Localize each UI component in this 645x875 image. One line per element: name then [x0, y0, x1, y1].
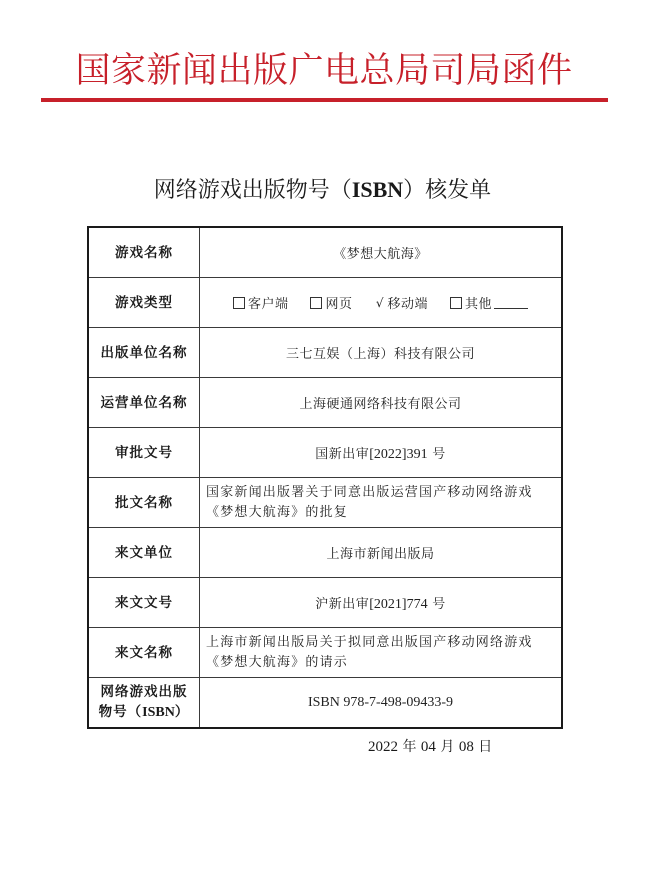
letterhead-title: 国家新闻出版广电总局司局函件 [75, 51, 573, 91]
approval-number-code: [2022]391 [369, 446, 428, 462]
label-game-name: 游戏名称 [88, 227, 200, 278]
option-other-label: 其他 [465, 297, 493, 312]
label-operator: 运营单位名称 [88, 378, 200, 428]
submission-number-code: [2021]774 [369, 596, 428, 612]
option-mobile [375, 293, 429, 312]
label-game-type: 游戏类型 [88, 278, 200, 328]
approval-number-suffix: 号 [427, 446, 446, 462]
date-year: 2022 [368, 739, 398, 755]
option-client-label: 客户端 [247, 297, 289, 312]
value-game-type [200, 278, 563, 328]
value-submission-title: 上海市新闻出版局关于拟同意出版国产移动网络游戏《梦想大航海》的请示 [200, 628, 563, 678]
document-title [0, 174, 645, 207]
letterhead-red-rule [41, 98, 608, 102]
date-month: 04 [420, 739, 436, 755]
table-row-approval-number [88, 428, 562, 478]
value-operator: 上海硬通网络科技有限公司 [200, 378, 563, 428]
date-month-unit: 月 [435, 739, 459, 755]
document-title-suffix: ）核发单 [403, 178, 492, 203]
other-blank-line [494, 296, 528, 309]
table-row-operator [88, 378, 562, 428]
label-isbn-line1: 网络游戏出版 [100, 684, 188, 700]
checkmark-icon: √ [375, 295, 385, 310]
table-row-isbn [88, 678, 562, 729]
label-approval-number: 审批文号 [88, 428, 200, 478]
label-isbn [88, 678, 200, 729]
label-isbn-line2-isbn: ISBN [142, 705, 175, 720]
value-submitting-unit: 上海市新闻出版局 [200, 528, 563, 578]
table-row-submission-number [88, 578, 562, 628]
submission-number-suffix: 号 [427, 596, 446, 612]
document-title-isbn: ISBN [351, 177, 404, 202]
option-web-label: 网页 [325, 297, 353, 312]
date-day-unit: 日 [473, 739, 493, 755]
label-isbn-line2 [89, 702, 199, 723]
date-year-unit: 年 [398, 739, 421, 755]
checkbox-unchecked-icon [310, 297, 322, 309]
label-isbn-line2-prefix: 物号（ [98, 704, 143, 720]
value-submission-number [200, 578, 563, 628]
option-web [310, 293, 352, 312]
label-submission-title: 来文名称 [88, 628, 200, 678]
checkbox-unchecked-icon [233, 297, 245, 309]
value-publisher: 三七互娱（上海）科技有限公司 [200, 328, 563, 378]
game-type-options [200, 293, 561, 312]
submission-number-prefix: 沪新出审 [315, 596, 370, 612]
date-day: 08 [458, 739, 474, 755]
table-row-approval-title [88, 478, 562, 528]
value-approval-number [200, 428, 563, 478]
value-game-name: 《梦想大航海》 [200, 227, 563, 278]
checkbox-unchecked-icon [450, 297, 462, 309]
isbn-number: ISBN 978-7-498-09433-9 [307, 694, 454, 710]
option-client [233, 293, 289, 312]
table-row-game-name [88, 227, 562, 278]
label-isbn-line2-suffix: ） [174, 704, 190, 720]
option-mobile-label: 移动端 [387, 297, 429, 312]
label-publisher: 出版单位名称 [88, 328, 200, 378]
label-submission-number: 来文文号 [88, 578, 200, 628]
issue-date [368, 737, 498, 757]
value-isbn [200, 678, 563, 729]
value-approval-title: 国家新闻出版署关于同意出版运营国产移动网络游戏《梦想大航海》的批复 [200, 478, 563, 528]
label-approval-title: 批文名称 [88, 478, 200, 528]
isbn-approval-form-table [87, 226, 563, 729]
label-submitting-unit: 来文单位 [88, 528, 200, 578]
option-other [450, 293, 528, 312]
table-row-game-type [88, 278, 562, 328]
approval-number-prefix: 国新出审 [315, 446, 370, 462]
document-title-prefix: 网络游戏出版物号（ [153, 178, 352, 203]
table-row-publisher [88, 328, 562, 378]
table-row-submission-title [88, 628, 562, 678]
table-row-submitting-unit [88, 528, 562, 578]
